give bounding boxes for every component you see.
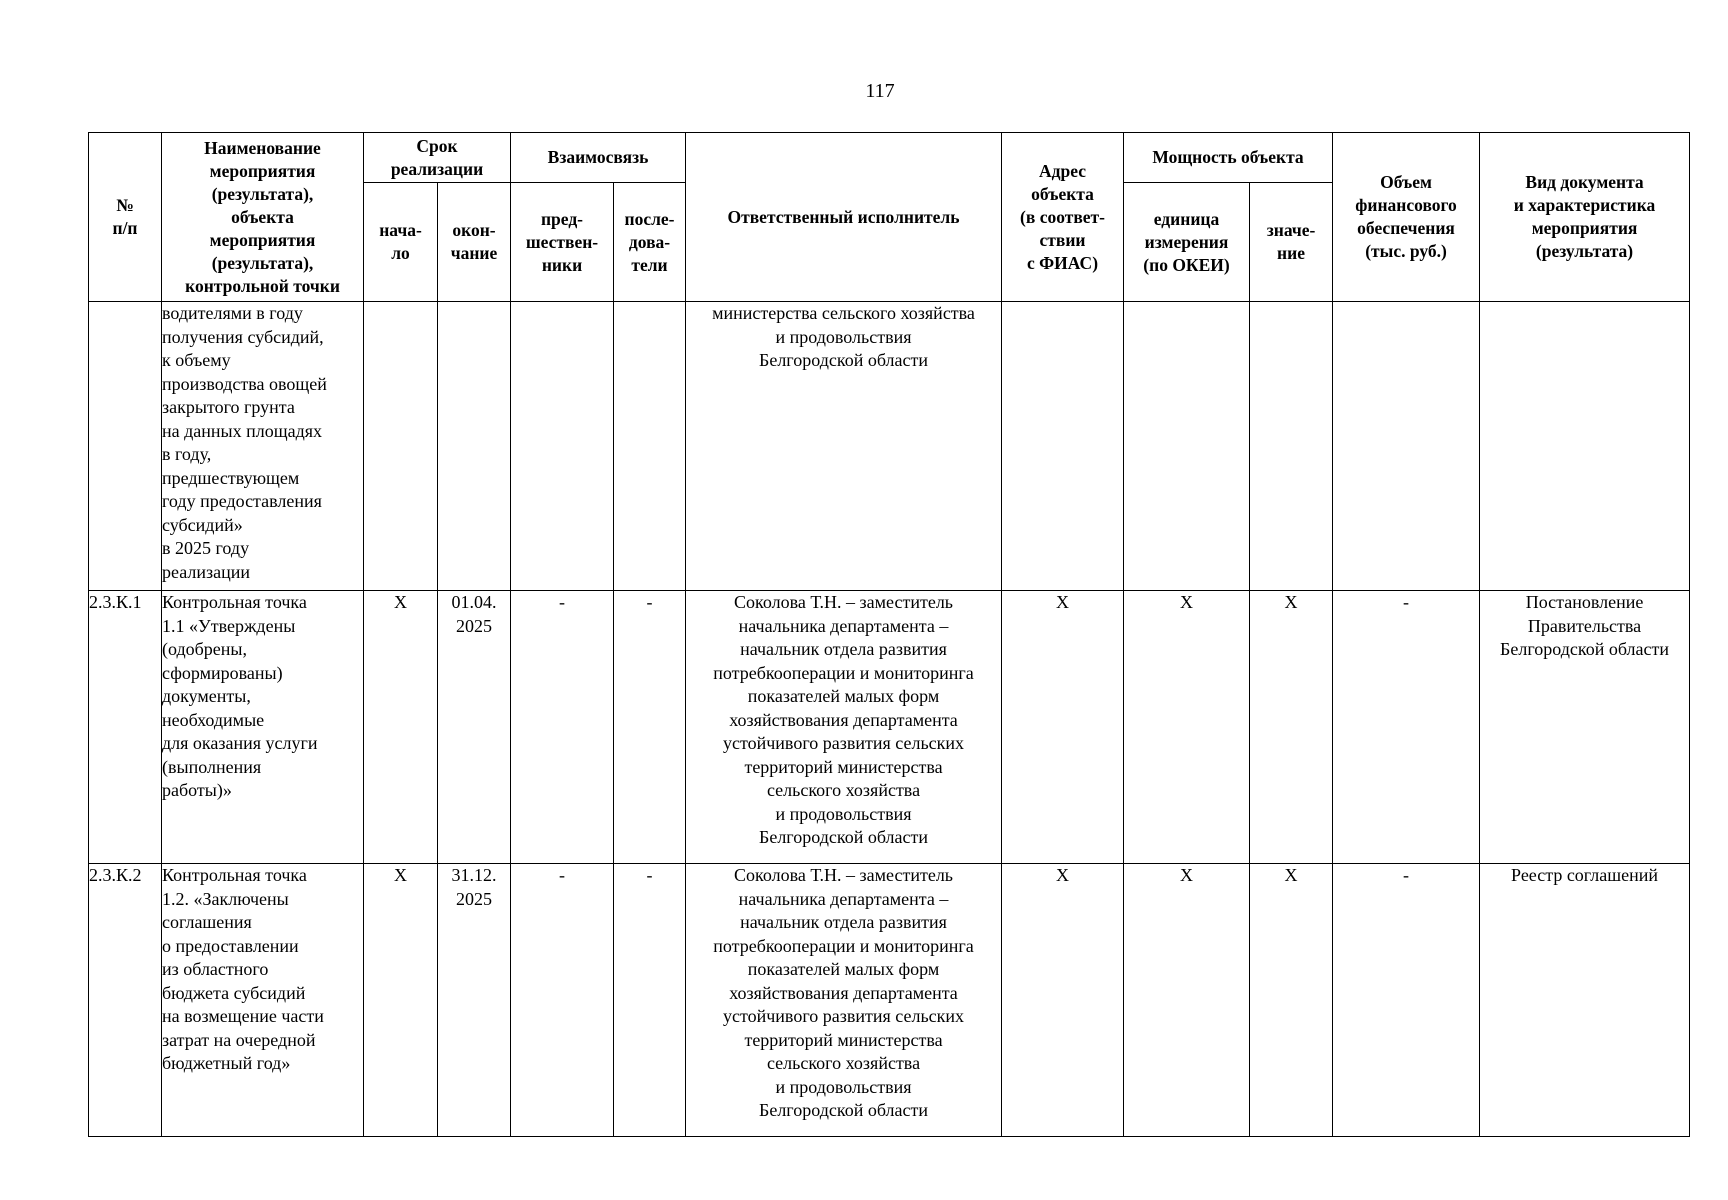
row-next [614,302,686,591]
row-value: X [1250,591,1333,864]
header-term-end: окон- чание [438,183,511,302]
row-unit [1124,302,1250,591]
header-link-prev: пред- шествен- ники [511,183,614,302]
row-unit: X [1124,864,1250,1137]
row-num: 2.3.К.2 [89,864,162,1137]
header-address: Адрес объекта (в соответ- ствии с ФИАС) [1002,133,1124,302]
page-number: 117 [865,80,895,102]
row-address [1002,302,1124,591]
row-document: Реестр соглашений [1480,864,1690,1137]
header-term-group: Срок реализации [364,133,511,183]
row-value [1250,302,1333,591]
row-start: X [364,864,438,1137]
row-end: 01.04. 2025 [438,591,511,864]
row-start [364,302,438,591]
row-finance: - [1333,864,1480,1137]
header-num: № п/п [89,133,162,302]
header-capacity-group: Мощность объекта [1124,133,1333,183]
row-value: X [1250,864,1333,1137]
header-document: Вид документа и характеристика мероприятия (результата) [1480,133,1690,302]
header-link-next: после- дова- тели [614,183,686,302]
row-start: X [364,591,438,864]
row-finance [1333,302,1480,591]
row-prev: - [511,591,614,864]
row-num: 2.3.К.1 [89,591,162,864]
row-unit: X [1124,591,1250,864]
header-link-group: Взаимосвязь [511,133,686,183]
header-finance: Объем финансового обеспечения (тыс. руб.) [1333,133,1480,302]
header-name: Наименование мероприятия (результата), объекта мероприятия (результата), контрольной точки [162,133,364,302]
row-num [89,302,162,591]
row-responsible: Соколова Т.Н. – заместитель начальника департамента – начальник отдела развития потребкооперации и мониторинга показателей малых форм хозяйствования департамента устойчивого развития сельских территорий министерства сельского хозяйства и продовольствия Белгородской области [686,864,1002,1137]
row-prev: - [511,864,614,1137]
row-name: Контрольная точка 1.2. «Заключены соглашения о предоставлении из областного бюджета субсидий на возмещение части затрат на очередной бюджетный год» [162,864,364,1137]
table-row [89,302,1690,591]
row-next: - [614,864,686,1137]
row-address: X [1002,591,1124,864]
header-responsible: Ответственный исполнитель [686,133,1002,302]
table-row [89,864,1690,1137]
row-address: X [1002,864,1124,1137]
table-header [89,133,1690,302]
row-document [1480,302,1690,591]
row-name: Контрольная точка 1.1 «Утверждены (одобрены, сформированы) документы, необходимые для оказания услуги (выполнения работы)» [162,591,364,864]
row-document: Постановление Правительства Белгородской области [1480,591,1690,864]
header-capacity-unit: единица измерения (по ОКЕИ) [1124,183,1250,302]
row-responsible: Соколова Т.Н. – заместитель начальника департамента – начальник отдела развития потребкооперации и мониторинга показателей малых форм хозяйствования департамента устойчивого развития сельских территорий министерства сельского хозяйства и продовольствия Белгородской области [686,591,1002,864]
row-responsible: министерства сельского хозяйства и продовольствия Белгородской области [686,302,1002,591]
row-end: 31.12. 2025 [438,864,511,1137]
plan-table [88,132,1690,1137]
row-name: водителями в году получения субсидий, к объему производства овощей закрытого грунта на данных площадях в году, предшествующем году предоставления субсидий» в 2025 году реализации [162,302,364,591]
header-term-start: нача- ло [364,183,438,302]
row-finance: - [1333,591,1480,864]
header-capacity-value: значе- ние [1250,183,1333,302]
row-end [438,302,511,591]
row-next: - [614,591,686,864]
table-row [89,591,1690,864]
row-prev [511,302,614,591]
